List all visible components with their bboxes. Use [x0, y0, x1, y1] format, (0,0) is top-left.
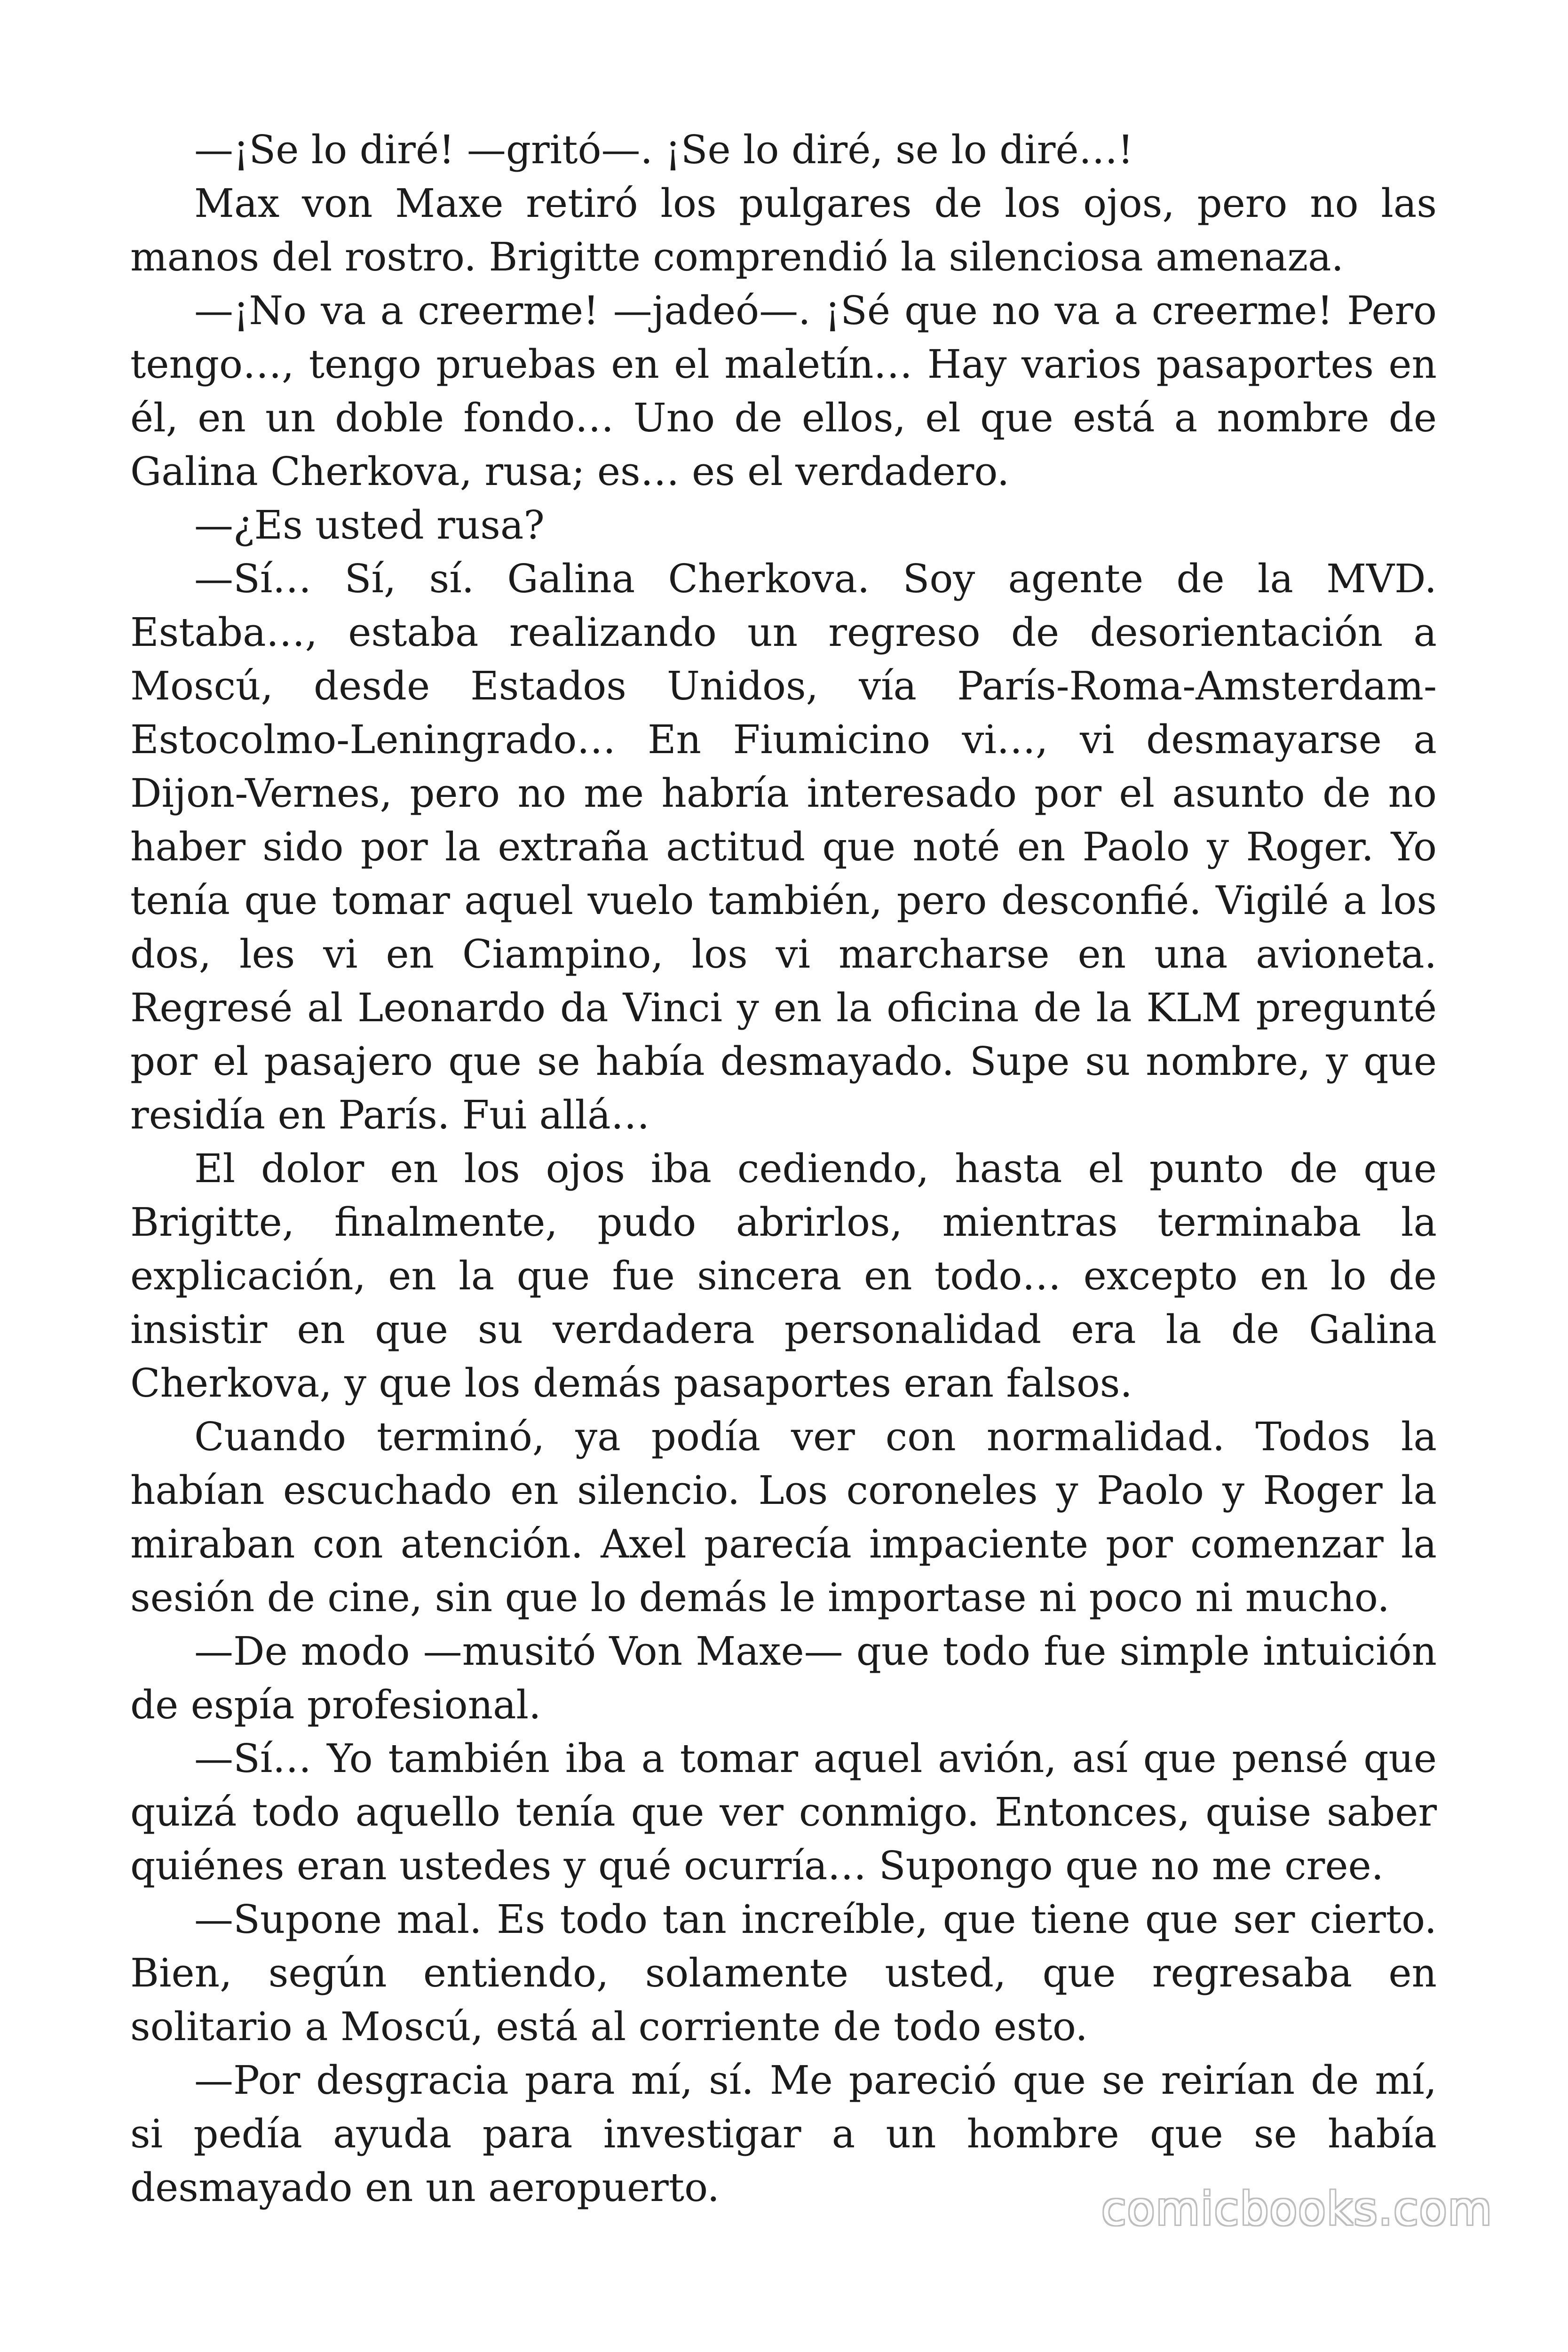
- paragraph: —De modo —musitó Von Maxe— que todo fue simple intuición de espía profesional.: [130, 1629, 1437, 1728]
- paragraph: —Sí… Sí, sí. Galina Cherkova. Soy agente de la MVD. Estaba…, estaba realizando un regreso de desorientación a Moscú, desde Estados Unidos, vía París-Roma-Amsterdam-Estocolmo-Leningrado… En Fiumicino vi…, vi desmayarse a Dijon-Vernes, pero no me habría interesado por el asunto de no haber sido por la extraña actitud que noté en Paolo y Roger. Yo tenía que tomar aquel vuelo también, pero desconfié. Vigilé a los dos, les vi en Ciampino, los vi marcharse en una avioneta. Regresé al Leonardo da Vinci y en la oficina de la KLM pregunté por el pasajero que se había desmayado. Supe su nombre, y que residía en París. Fui allá…: [130, 556, 1437, 1138]
- paragraph: Cuando terminó, ya podía ver con normalidad. Todos la habían escuchado en silencio. Los coroneles y Paolo y Roger la miraban con atención. Axel parecía impaciente por comenzar la sesión de cine, sin que lo demás le importase ni poco ni mucho.: [130, 1414, 1437, 1621]
- paragraph: El dolor en los ojos iba cediendo, hasta el punto de que Brigitte, finalmente, pudo abrirlos, mientras terminaba la explicación, en la que fue sincera en todo… excepto en lo de insistir en que su verdadera personalidad era la de Galina Cherkova, y que los demás pasaportes eran falsos.: [130, 1146, 1437, 1406]
- paragraph: Max von Maxe retiró los pulgares de los ojos, pero no las manos del rostro. Brigitte comprendió la silenciosa amenaza.: [130, 181, 1437, 280]
- paragraph: —¡Se lo diré! —gritó—. ¡Se lo diré, se lo diré…!: [194, 127, 1133, 173]
- watermark: comicbooks.com: [1101, 2183, 1493, 2235]
- paragraph: —Por desgracia para mí, sí. Me pareció que se reirían de mí, si pedía ayuda para investigar a un hombre que se había desmayado en un aeropuerto.: [130, 2058, 1437, 2210]
- paragraph: —Supone mal. Es todo tan increíble, que tiene que ser cierto. Bien, según entiendo, solamente usted, que regresaba en solitario a Moscú, está al corriente de todo esto.: [130, 1897, 1437, 2050]
- paragraph: —Sí… Yo también iba a tomar aquel avión, así que pensé que quizá todo aquello tenía que ver conmigo. Entonces, quise saber quiénes eran ustedes y qué ocurría… Supongo que no me cree.: [130, 1736, 1437, 1889]
- paragraph: —¿Es usted rusa?: [194, 502, 545, 548]
- page-body: [130, 123, 1437, 2215]
- paragraph: —¡No va a creerme! —jadeó—. ¡Sé que no va a creerme! Pero tengo…, tengo pruebas en el maletín… Hay varios pasaportes en él, en un doble fondo… Uno de ellos, el que está a nombre de Galina Cherkova, rusa; es… es el verdadero.: [130, 288, 1437, 494]
